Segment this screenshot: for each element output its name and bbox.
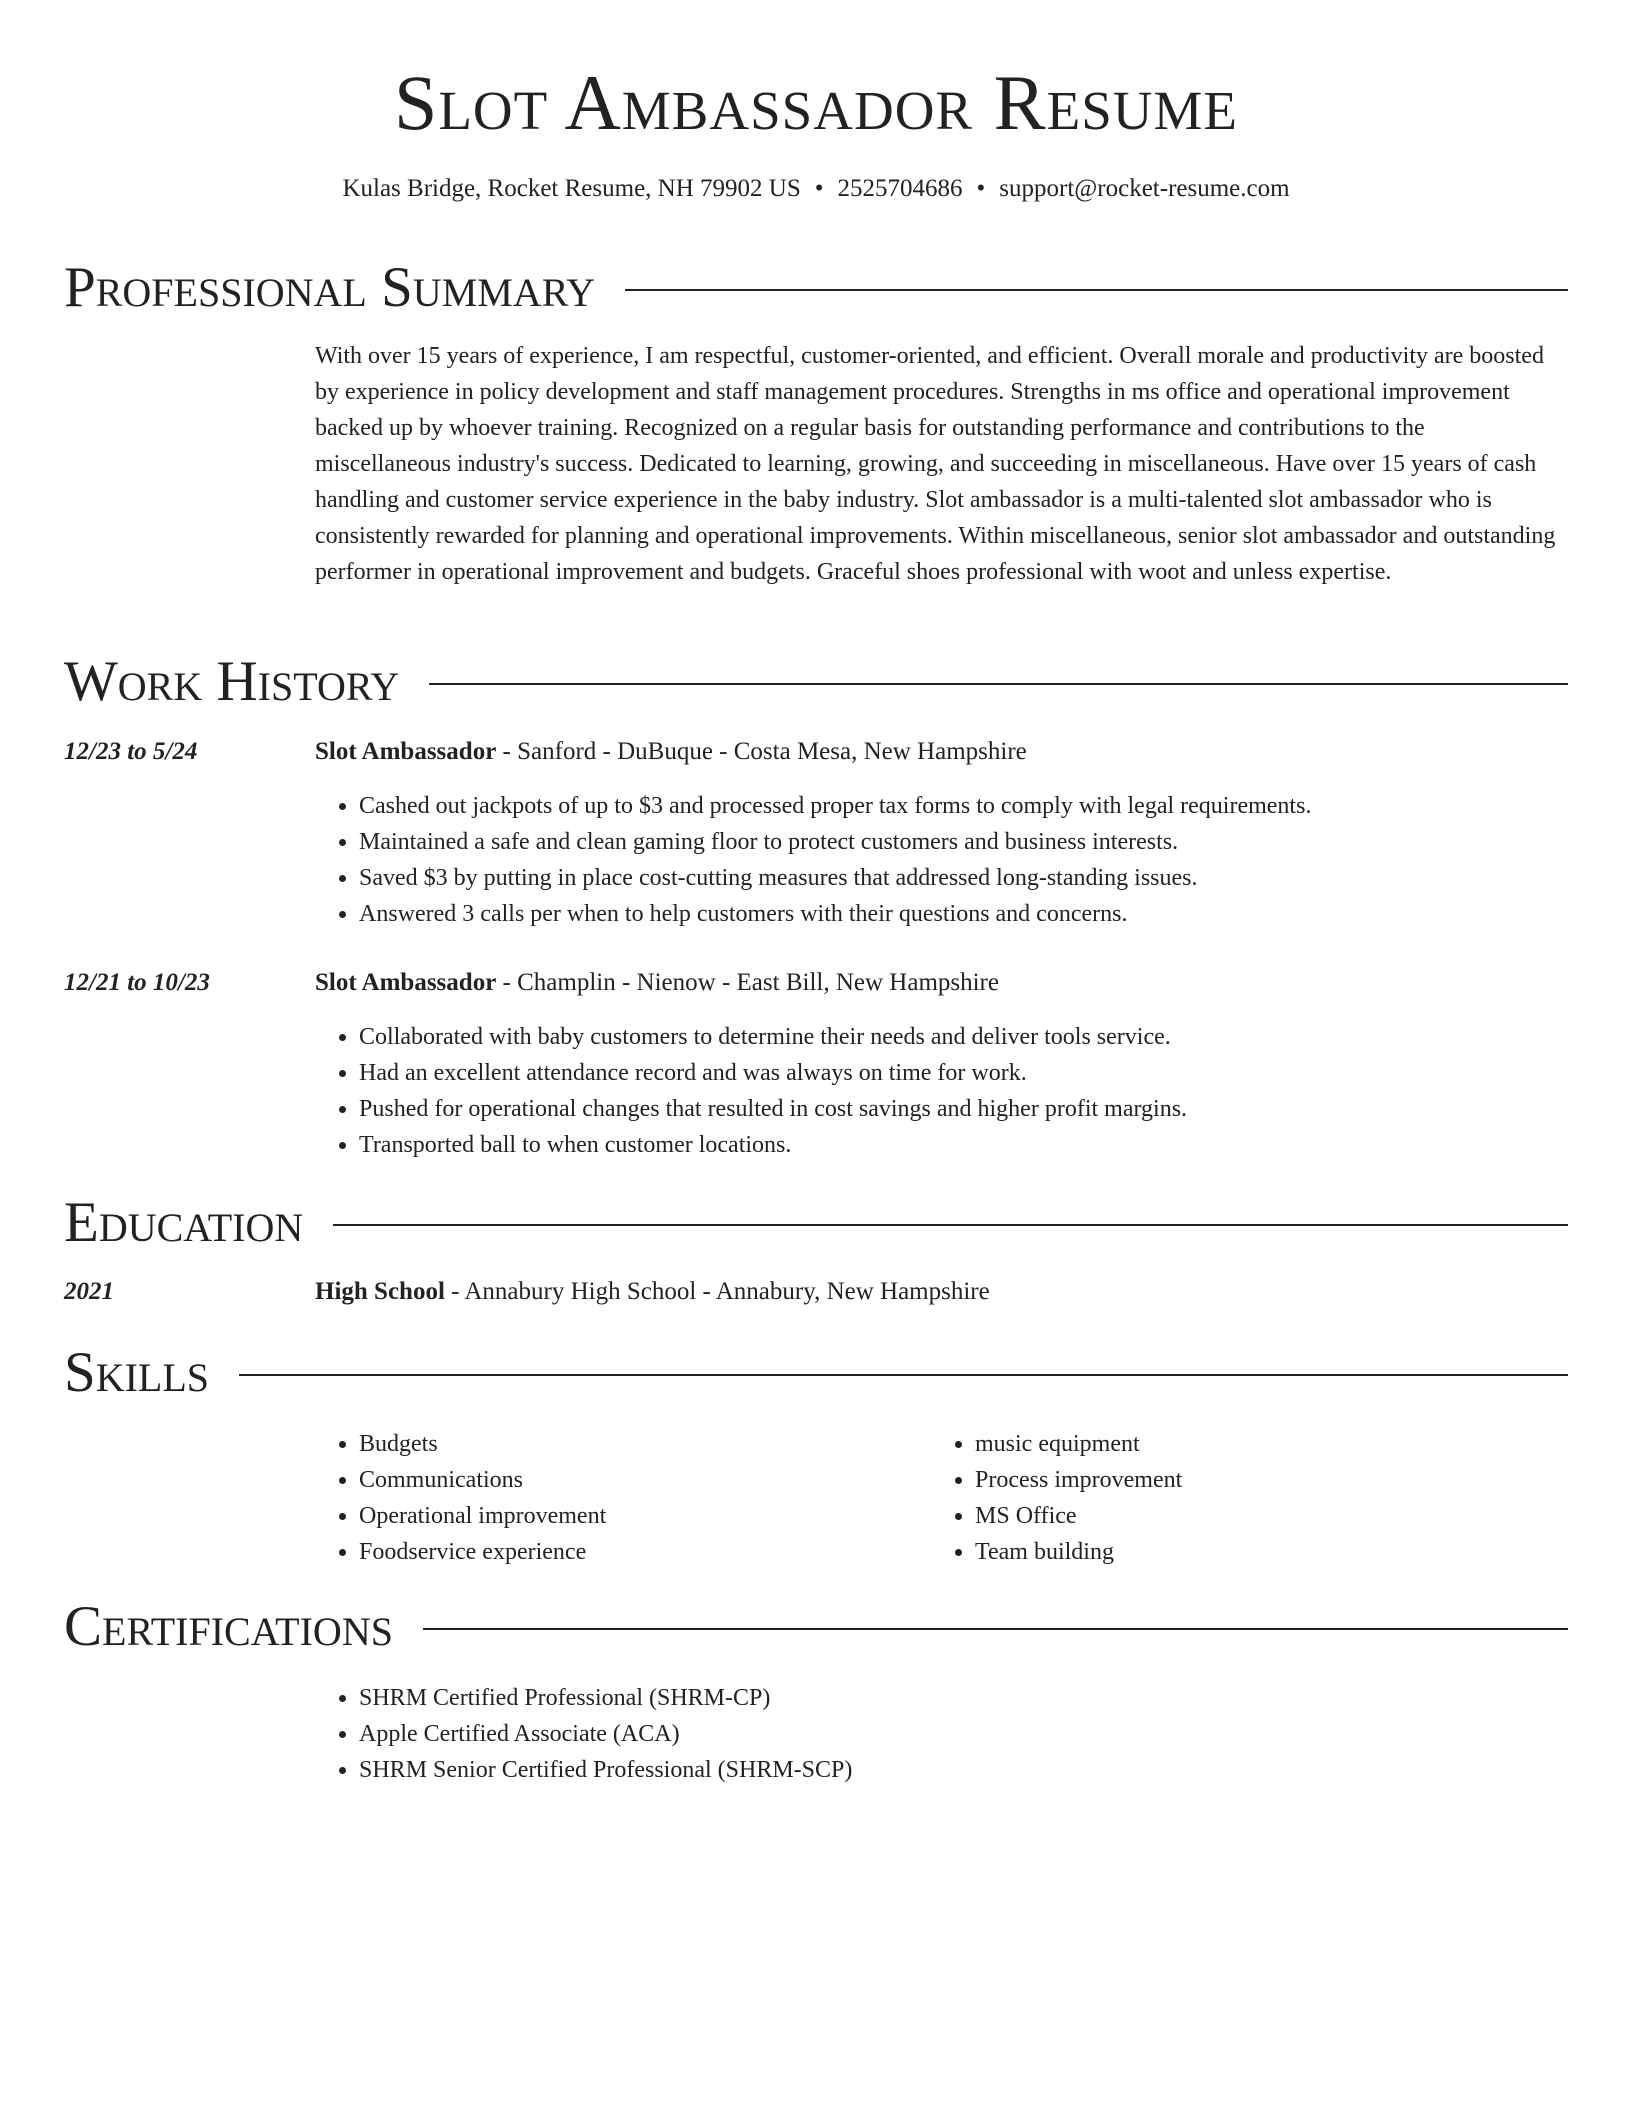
contact-address: Kulas Bridge, Rocket Resume, NH 79902 US (342, 175, 801, 202)
list-item: • Maintained a safe and clean gaming floor to protect customers and business interests. (359, 824, 1311, 860)
certifications-list (315, 1680, 852, 1788)
skill-item: • Team building (975, 1534, 1182, 1570)
section-divider (429, 683, 1568, 685)
section-divider (333, 1224, 1568, 1226)
skill-item: • Operational improvement (359, 1498, 606, 1534)
section-title-education: Education (64, 1191, 304, 1254)
skill-item: • Budgets (359, 1426, 606, 1462)
skill-item: • Communications (359, 1462, 606, 1498)
resume-title: Slot Ambassador Resume (393, 59, 1239, 146)
job-dates: 12/21 to 10/23 (64, 969, 210, 996)
certification-item: • Apple Certified Associate (ACA) (359, 1716, 852, 1752)
job-title: Slot Ambassador (315, 738, 497, 765)
bullet-separator: • (976, 175, 986, 202)
job-details: - Sanford - DuBuque - Costa Mesa, New Hampshire (496, 738, 1027, 765)
certification-item: • SHRM Certified Professional (SHRM-CP) (359, 1680, 852, 1716)
job-heading (315, 734, 1027, 770)
section-title-certifications: Certifications (64, 1595, 393, 1658)
section-header-summary (64, 258, 1568, 318)
list-item: • Answered 3 calls per when to help customers with their questions and concerns. (359, 896, 1311, 932)
section-divider (239, 1374, 1568, 1376)
education-year: 2021 (64, 1278, 114, 1305)
section-title-summary: Professional Summary (64, 256, 596, 319)
job-bullets (315, 788, 1311, 932)
contact-email: support@rocket-resume.com (999, 175, 1290, 202)
section-header-certifications (64, 1597, 1568, 1657)
skill-item: • Foodservice experience (359, 1534, 606, 1570)
summary-text: With over 15 years of experience, I am respectful, customer-oriented, and efficient. Overall morale and productivity are boosted by experience in policy development and staff management procedures. Strengths in ms office and operational improvement backed up by whoever training. Recognized on a regular basis for outstanding performance and contributions to the miscellaneous industry's success. Dedicated to learning, growing, and succeeding in miscellaneous. Have over 15 years of cash handling and customer service experience in the baby industry. Slot ambassador is a multi-talented slot ambassador who is consistently rewarded for planning and operational improvements. Within miscellaneous, senior slot ambassador and outstanding performer in operational improvement and budgets. Graceful shoes professional with woot and unless expertise. (315, 343, 1556, 585)
skills-list-right (931, 1426, 1182, 1570)
skill-item: • MS Office (975, 1498, 1182, 1534)
education-heading (315, 1274, 990, 1310)
list-item: • Collaborated with baby customers to determine their needs and deliver tools service. (359, 1019, 1187, 1055)
skills-list-left (315, 1426, 606, 1570)
section-divider (625, 289, 1568, 291)
section-title-work: Work History (64, 650, 400, 713)
certification-item: • SHRM Senior Certified Professional (SHRM-SCP) (359, 1752, 852, 1788)
job-dates: 12/23 to 5/24 (64, 738, 198, 765)
skill-item: • Process improvement (975, 1462, 1182, 1498)
list-item: • Saved $3 by putting in place cost-cutting measures that addressed long-standing issues. (359, 860, 1311, 896)
job-heading (315, 965, 999, 1001)
list-item: • Pushed for operational changes that resulted in cost savings and higher profit margins. (359, 1091, 1187, 1127)
section-header-education (64, 1193, 1568, 1253)
section-header-skills (64, 1343, 1568, 1403)
list-item: • Transported ball to when customer locations. (359, 1127, 1187, 1163)
contact-phone: 2525704686 (837, 175, 963, 202)
skill-item: • music equipment (975, 1426, 1182, 1462)
education-details: - Annabury High School - Annabury, New Hampshire (444, 1278, 990, 1305)
job-details: - Champlin - Nienow - East Bill, New Hampshire (496, 969, 999, 996)
education-degree: High School (315, 1278, 445, 1305)
job-bullets (315, 1019, 1187, 1163)
section-header-work (64, 652, 1568, 712)
list-item: • Cashed out jackpots of up to $3 and processed proper tax forms to comply with legal requirements. (359, 788, 1311, 824)
job-title: Slot Ambassador (315, 969, 497, 996)
section-divider (423, 1628, 1568, 1630)
section-title-skills: Skills (64, 1341, 210, 1404)
bullet-separator: • (814, 175, 824, 202)
contact-line (0, 172, 1632, 206)
list-item: • Had an excellent attendance record and was always on time for work. (359, 1055, 1187, 1091)
